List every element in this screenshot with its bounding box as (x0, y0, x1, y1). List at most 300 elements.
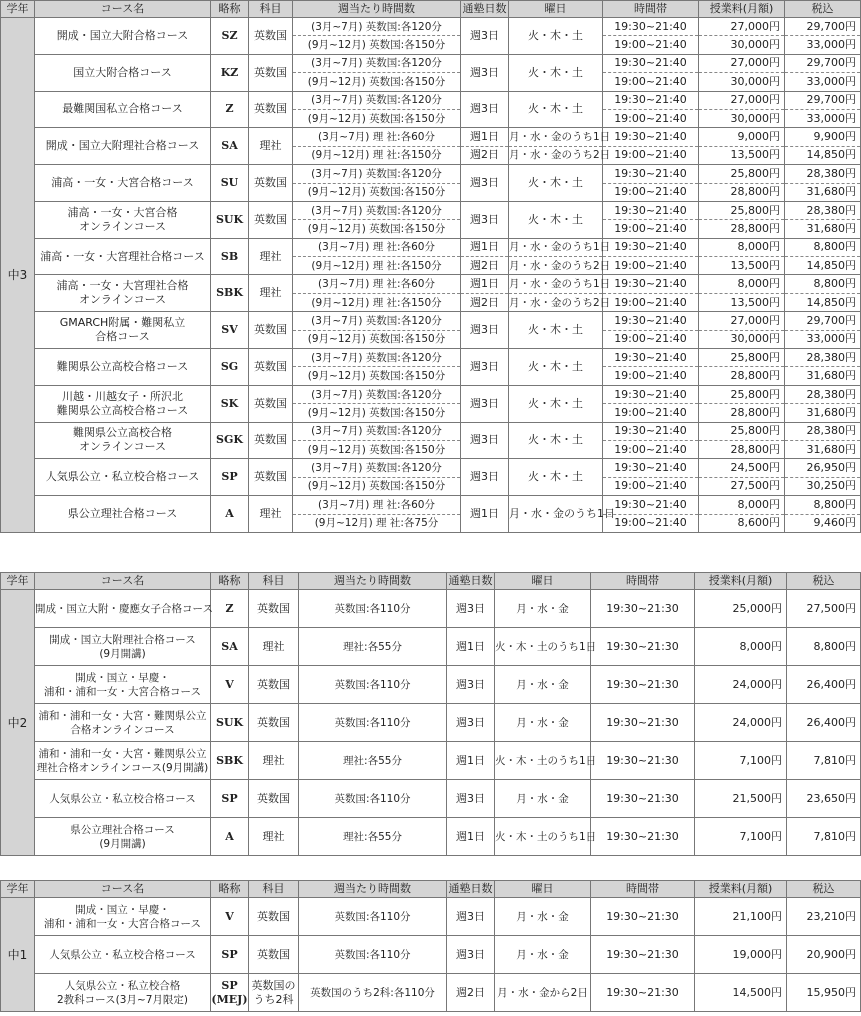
time-slot: 19:30~21:30 (591, 780, 695, 818)
fee-with-tax: 8,800円 (785, 238, 861, 256)
subject: 理社 (249, 818, 299, 856)
table-row (1, 238, 861, 256)
fee-with-tax: 14,850円 (785, 257, 861, 275)
time-slot: 19:00~21:40 (603, 220, 699, 238)
weekly-hours: (3月~7月) 英数国:各120分 (293, 312, 461, 330)
course-name: 人気県公立・私立校合格コース (35, 936, 211, 974)
weekly-hours: (9月~12月) 英数国:各150分 (293, 367, 461, 385)
grade1-fee-table (0, 880, 861, 1012)
table-row (1, 459, 861, 477)
fee-with-tax: 33,000円 (785, 330, 861, 348)
weekly-hours: (3月~7月) 英数国:各120分 (293, 459, 461, 477)
course-name (35, 312, 211, 349)
fee-with-tax: 23,650円 (787, 780, 861, 818)
monthly-fee: 25,800円 (699, 422, 785, 440)
subject: 英数国 (249, 590, 299, 628)
days-per-week: 週3日 (461, 349, 509, 386)
weekday: 月・水・金から2日 (495, 974, 591, 1012)
days-per-week: 週3日 (461, 422, 509, 459)
course-name (35, 422, 211, 459)
subject: 理社 (249, 238, 293, 275)
course-abbr: SV (211, 312, 249, 349)
time-slot: 19:00~21:40 (603, 440, 699, 458)
time-slot: 19:30~21:30 (591, 704, 695, 742)
weekday: 月・水・金のうち1日 (509, 496, 603, 533)
line-1: SP (221, 978, 238, 992)
days-per-week: 週1日 (461, 275, 509, 293)
header-time: 時間帯 (591, 573, 695, 590)
monthly-fee: 27,000円 (699, 18, 785, 36)
table-row (1, 385, 861, 403)
table-row (1, 666, 861, 704)
line-2: オンラインコース (78, 293, 167, 307)
course-abbr: SGK (211, 422, 249, 459)
line-1: 人気県公立・私立校合格 (64, 979, 181, 992)
time-slot: 19:30~21:40 (603, 312, 699, 330)
table-row (1, 165, 861, 183)
subject: 英数国 (249, 898, 299, 936)
weekly-hours: 英数国:各110分 (299, 590, 447, 628)
course-name: 人気県公立・私立校合格コース (35, 459, 211, 496)
header-course: コース名 (35, 573, 211, 590)
header-subject: 科目 (249, 881, 299, 898)
course-name (35, 818, 211, 856)
header-course: コース名 (35, 1, 211, 18)
line-2: 合格オンラインコース (70, 723, 175, 736)
fee-with-tax: 28,380円 (785, 422, 861, 440)
time-slot: 19:00~21:40 (603, 330, 699, 348)
fee-with-tax: 27,500円 (787, 590, 861, 628)
course-abbr: V (211, 898, 249, 936)
weekly-hours: (9月~12月) 理 社:各75分 (293, 514, 461, 532)
time-slot: 19:00~21:40 (603, 257, 699, 275)
course-name: 最難関国私立合格コース (35, 91, 211, 128)
fee-with-tax: 33,000円 (785, 73, 861, 91)
subject: 英数国 (249, 91, 293, 128)
fee-with-tax: 26,950円 (785, 459, 861, 477)
line-2: オンラインコース (78, 440, 167, 454)
fee-with-tax: 31,680円 (785, 440, 861, 458)
header-abbr: 略称 (211, 573, 249, 590)
fee-with-tax: 9,900円 (785, 128, 861, 146)
fee-with-tax: 23,210円 (787, 898, 861, 936)
weekday: 月・水・金のうち1日 (509, 238, 603, 256)
course-abbr: SA (211, 628, 249, 666)
course-abbr: Z (211, 91, 249, 128)
time-slot: 19:30~21:40 (603, 459, 699, 477)
line-1: 開成・国立大附理社合格コース (49, 633, 196, 646)
days-per-week: 週1日 (461, 238, 509, 256)
time-slot: 19:30~21:40 (603, 238, 699, 256)
monthly-fee: 8,000円 (699, 496, 785, 514)
grade2-fee-table (0, 572, 861, 856)
monthly-fee: 8,000円 (695, 628, 787, 666)
weekly-hours: (3月~7月) 英数国:各120分 (293, 18, 461, 36)
line-1: 開成・国立・早慶・ (75, 903, 170, 916)
grade-label: 中1 (1, 898, 35, 1012)
days-per-week: 週1日 (447, 742, 495, 780)
course-name (35, 742, 211, 780)
fee-with-tax: 33,000円 (785, 109, 861, 127)
course-name (35, 275, 211, 312)
time-slot: 19:30~21:30 (591, 974, 695, 1012)
weekday: 火・木・土 (509, 459, 603, 496)
course-abbr: SUK (211, 704, 249, 742)
days-per-week: 週1日 (447, 818, 495, 856)
time-slot: 19:00~21:40 (603, 404, 699, 422)
weekly-hours: (3月~7月) 英数国:各120分 (293, 349, 461, 367)
subject: 英数国 (249, 54, 293, 91)
header-hours: 週当たり時間数 (293, 1, 461, 18)
table-row (1, 974, 861, 1012)
monthly-fee: 7,100円 (695, 818, 787, 856)
time-slot: 19:30~21:30 (591, 898, 695, 936)
monthly-fee: 21,500円 (695, 780, 787, 818)
monthly-fee: 27,000円 (699, 312, 785, 330)
weekday: 火・木・土のうち1日 (495, 818, 591, 856)
line-2: 理社合格オンラインコース(9月開講) (36, 761, 209, 774)
fee-with-tax: 29,700円 (785, 18, 861, 36)
monthly-fee: 28,800円 (699, 220, 785, 238)
weekly-hours: (3月~7月) 理 社:各60分 (293, 238, 461, 256)
table-row (1, 936, 861, 974)
weekly-hours: 理社:各55分 (299, 628, 447, 666)
header-row (1, 1, 861, 18)
time-slot: 19:30~21:40 (603, 422, 699, 440)
fee-with-tax: 28,380円 (785, 165, 861, 183)
header-row (1, 881, 861, 898)
time-slot: 19:30~21:40 (603, 385, 699, 403)
table-row (1, 742, 861, 780)
line-1: 浦高・一女・大宮理社合格 (56, 279, 189, 293)
monthly-fee: 25,000円 (695, 590, 787, 628)
header-subject: 科目 (249, 1, 293, 18)
subject: 英数国 (249, 18, 293, 55)
fee-with-tax: 7,810円 (787, 818, 861, 856)
line-1: 開成・国立・早慶・ (75, 671, 170, 684)
course-abbr: SBK (211, 275, 249, 312)
line-2: うち2科 (253, 992, 294, 1006)
course-name: 開成・国立大附理社合格コース (35, 128, 211, 165)
weekly-hours: (9月~12月) 理 社:各150分 (293, 293, 461, 311)
weekly-hours: (9月~12月) 英数国:各150分 (293, 220, 461, 238)
weekly-hours: 英数国のうち2科:各110分 (299, 974, 447, 1012)
monthly-fee: 24,000円 (695, 666, 787, 704)
days-per-week: 週2日 (461, 293, 509, 311)
line-2: (9月開講) (99, 647, 146, 660)
course-name: 難関県公立高校合格コース (35, 349, 211, 386)
header-hours: 週当たり時間数 (299, 573, 447, 590)
course-abbr: SP (211, 459, 249, 496)
monthly-fee: 24,000円 (695, 704, 787, 742)
subject: 英数国 (249, 165, 293, 202)
table-row (1, 818, 861, 856)
fee-with-tax: 28,380円 (785, 349, 861, 367)
line-1: 英数国の (251, 978, 296, 992)
course-abbr: SG (211, 349, 249, 386)
weekly-hours: (9月~12月) 英数国:各150分 (293, 183, 461, 201)
monthly-fee: 25,800円 (699, 385, 785, 403)
subject: 英数国 (249, 704, 299, 742)
days-per-week: 週3日 (461, 459, 509, 496)
fee-with-tax: 31,680円 (785, 367, 861, 385)
header-days: 通塾日数 (461, 1, 509, 18)
course-abbr: A (211, 818, 249, 856)
weekday: 火・木・土 (509, 91, 603, 128)
subject: 英数国 (249, 349, 293, 386)
weekly-hours: (3月~7月) 理 社:各60分 (293, 275, 461, 293)
monthly-fee: 27,000円 (699, 54, 785, 72)
line-2: 2教科コース(3月~7月限定) (56, 993, 188, 1006)
weekly-hours: (3月~7月) 英数国:各120分 (293, 385, 461, 403)
weekday: 火・木・土のうち1日 (495, 628, 591, 666)
weekly-hours: 理社:各55分 (299, 818, 447, 856)
days-per-week: 週2日 (447, 974, 495, 1012)
time-slot: 19:00~21:40 (603, 293, 699, 311)
fee-with-tax: 29,700円 (785, 312, 861, 330)
subject: 英数国 (249, 459, 293, 496)
table-row (1, 898, 861, 936)
subject: 理社 (249, 128, 293, 165)
time-slot: 19:30~21:30 (591, 936, 695, 974)
course-abbr: SP (211, 780, 249, 818)
line-1: 浦和・浦和一女・大宮・難関県公立 (38, 747, 207, 760)
fee-with-tax: 8,800円 (787, 628, 861, 666)
fee-with-tax: 29,700円 (785, 54, 861, 72)
monthly-fee: 21,100円 (695, 898, 787, 936)
time-slot: 19:30~21:30 (591, 590, 695, 628)
header-weekday: 曜日 (495, 881, 591, 898)
monthly-fee: 13,500円 (699, 293, 785, 311)
course-name: 県公立理社合格コース (35, 496, 211, 533)
header-time: 時間帯 (591, 881, 695, 898)
line-1: 県公立理社合格コース (70, 823, 175, 836)
line-2: オンラインコース (78, 219, 167, 233)
subject: 英数国 (249, 201, 293, 238)
weekday: 月・水・金 (495, 590, 591, 628)
monthly-fee: 27,500円 (699, 477, 785, 495)
course-name (35, 201, 211, 238)
days-per-week: 週3日 (461, 201, 509, 238)
course-name (35, 385, 211, 422)
monthly-fee: 27,000円 (699, 91, 785, 109)
time-slot: 19:00~21:40 (603, 514, 699, 532)
course-abbr: SU (211, 165, 249, 202)
weekday: 月・水・金 (495, 704, 591, 742)
fee-with-tax: 28,380円 (785, 385, 861, 403)
table-row (1, 496, 861, 514)
weekly-hours: 理社:各55分 (299, 742, 447, 780)
time-slot: 19:00~21:40 (603, 73, 699, 91)
monthly-fee: 13,500円 (699, 257, 785, 275)
fee-with-tax: 9,460円 (785, 514, 861, 532)
header-row (1, 573, 861, 590)
header-fee: 授業料(月額) (699, 1, 785, 18)
grade-label: 中3 (1, 18, 35, 533)
monthly-fee: 8,000円 (699, 238, 785, 256)
weekly-hours: (9月~12月) 英数国:各150分 (293, 73, 461, 91)
fee-with-tax: 31,680円 (785, 404, 861, 422)
course-name: 浦高・一女・大宮合格コース (35, 165, 211, 202)
header-hours: 週当たり時間数 (299, 881, 447, 898)
time-slot: 19:30~21:30 (591, 628, 695, 666)
monthly-fee: 28,800円 (699, 404, 785, 422)
weekday: 月・水・金 (495, 898, 591, 936)
fee-with-tax: 33,000円 (785, 36, 861, 54)
header-tax: 税込 (785, 1, 861, 18)
subject: 英数国 (249, 312, 293, 349)
course-name: 開成・国立大附・慶應女子合格コース (35, 590, 211, 628)
table-row (1, 54, 861, 72)
fee-with-tax: 7,810円 (787, 742, 861, 780)
course-abbr (211, 974, 249, 1012)
course-abbr: SA (211, 128, 249, 165)
line-2: 難関県公立高校合格コース (56, 403, 189, 417)
line-1: GMARCH附属・難関私立 (59, 316, 186, 330)
weekday: 月・水・金 (495, 780, 591, 818)
table-row (1, 704, 861, 742)
weekday: 月・水・金のうち2日 (509, 146, 603, 164)
weekday: 火・木・土 (509, 165, 603, 202)
monthly-fee: 8,600円 (699, 514, 785, 532)
table-row (1, 349, 861, 367)
weekday: 火・木・土 (509, 385, 603, 422)
weekday: 火・木・土 (509, 54, 603, 91)
monthly-fee: 28,800円 (699, 183, 785, 201)
line-2: (MEJ) (211, 992, 248, 1006)
header-weekday: 曜日 (495, 573, 591, 590)
weekday: 火・木・土 (509, 201, 603, 238)
monthly-fee: 19,000円 (695, 936, 787, 974)
weekday: 月・水・金 (495, 666, 591, 704)
weekly-hours: (9月~12月) 英数国:各150分 (293, 477, 461, 495)
table-row (1, 91, 861, 109)
weekly-hours: 英数国:各110分 (299, 898, 447, 936)
weekday: 火・木・土 (509, 18, 603, 55)
days-per-week: 週1日 (461, 128, 509, 146)
course-abbr: SK (211, 385, 249, 422)
course-name (35, 898, 211, 936)
line-1: 川越・川越女子・所沢北 (62, 389, 183, 403)
days-per-week: 週3日 (461, 385, 509, 422)
fee-with-tax: 8,800円 (785, 496, 861, 514)
header-weekday: 曜日 (509, 1, 603, 18)
course-abbr: SBK (211, 742, 249, 780)
time-slot: 19:30~21:30 (591, 818, 695, 856)
table-row (1, 18, 861, 36)
days-per-week: 週3日 (447, 704, 495, 742)
monthly-fee: 7,100円 (695, 742, 787, 780)
monthly-fee: 30,000円 (699, 36, 785, 54)
days-per-week: 週3日 (447, 936, 495, 974)
weekly-hours: (3月~7月) 英数国:各120分 (293, 54, 461, 72)
fee-with-tax: 31,680円 (785, 183, 861, 201)
weekday: 火・木・土 (509, 349, 603, 386)
fee-with-tax: 14,850円 (785, 293, 861, 311)
weekday: 月・水・金のうち2日 (509, 257, 603, 275)
monthly-fee: 30,000円 (699, 330, 785, 348)
header-fee: 授業料(月額) (695, 881, 787, 898)
line-1: 浦和・浦和一女・大宮・難関県公立 (38, 709, 207, 722)
table-row (1, 128, 861, 146)
header-days: 通塾日数 (447, 573, 495, 590)
subject: 英数国 (249, 936, 299, 974)
header-grade: 学年 (1, 1, 35, 18)
days-per-week: 週1日 (461, 496, 509, 533)
monthly-fee: 28,800円 (699, 440, 785, 458)
course-name: 人気県公立・私立校合格コース (35, 780, 211, 818)
fee-with-tax: 26,400円 (787, 704, 861, 742)
weekly-hours: (3月~7月) 英数国:各120分 (293, 422, 461, 440)
time-slot: 19:30~21:40 (603, 128, 699, 146)
table-row (1, 201, 861, 219)
weekday: 月・水・金のうち1日 (509, 275, 603, 293)
course-name (35, 974, 211, 1012)
header-subject: 科目 (249, 573, 299, 590)
subject (249, 974, 299, 1012)
weekly-hours: (9月~12月) 英数国:各150分 (293, 404, 461, 422)
monthly-fee: 30,000円 (699, 73, 785, 91)
weekday: 火・木・土 (509, 312, 603, 349)
weekday: 月・水・金のうち1日 (509, 128, 603, 146)
weekday: 月・水・金 (495, 936, 591, 974)
weekly-hours: (3月~7月) 理 社:各60分 (293, 496, 461, 514)
header-tax: 税込 (787, 881, 861, 898)
fee-with-tax: 30,250円 (785, 477, 861, 495)
header-abbr: 略称 (211, 881, 249, 898)
header-grade: 学年 (1, 881, 35, 898)
weekly-hours: (3月~7月) 英数国:各120分 (293, 201, 461, 219)
monthly-fee: 9,000円 (699, 128, 785, 146)
time-slot: 19:30~21:40 (603, 91, 699, 109)
weekly-hours: 英数国:各110分 (299, 780, 447, 818)
days-per-week: 週3日 (447, 780, 495, 818)
monthly-fee: 30,000円 (699, 109, 785, 127)
line-1: 浦高・一女・大宮合格 (67, 205, 178, 219)
fee-with-tax: 29,700円 (785, 91, 861, 109)
time-slot: 19:30~21:40 (603, 201, 699, 219)
fee-with-tax: 20,900円 (787, 936, 861, 974)
course-name: 国立大附合格コース (35, 54, 211, 91)
fee-with-tax: 8,800円 (785, 275, 861, 293)
header-tax: 税込 (787, 573, 861, 590)
weekly-hours: 英数国:各110分 (299, 704, 447, 742)
weekly-hours: (9月~12月) 英数国:各150分 (293, 36, 461, 54)
days-per-week: 週3日 (447, 666, 495, 704)
weekly-hours: (9月~12月) 理 社:各150分 (293, 146, 461, 164)
monthly-fee: 13,500円 (699, 146, 785, 164)
time-slot: 19:30~21:30 (591, 666, 695, 704)
table-row (1, 590, 861, 628)
table-row (1, 628, 861, 666)
header-course: コース名 (35, 881, 211, 898)
weekly-hours: (3月~7月) 英数国:各120分 (293, 165, 461, 183)
course-abbr: KZ (211, 54, 249, 91)
weekly-hours: (9月~12月) 英数国:各150分 (293, 109, 461, 127)
time-slot: 19:30~21:40 (603, 18, 699, 36)
header-grade: 学年 (1, 573, 35, 590)
days-per-week: 週3日 (447, 898, 495, 936)
line-2: 浦和・浦和一女・大宮合格コース (44, 685, 201, 698)
days-per-week: 週3日 (461, 91, 509, 128)
time-slot: 19:00~21:40 (603, 36, 699, 54)
monthly-fee: 25,800円 (699, 165, 785, 183)
time-slot: 19:00~21:40 (603, 367, 699, 385)
weekday: 火・木・土のうち1日 (495, 742, 591, 780)
weekly-hours: (3月~7月) 英数国:各120分 (293, 91, 461, 109)
monthly-fee: 25,800円 (699, 349, 785, 367)
line-2: 合格コース (95, 330, 150, 344)
